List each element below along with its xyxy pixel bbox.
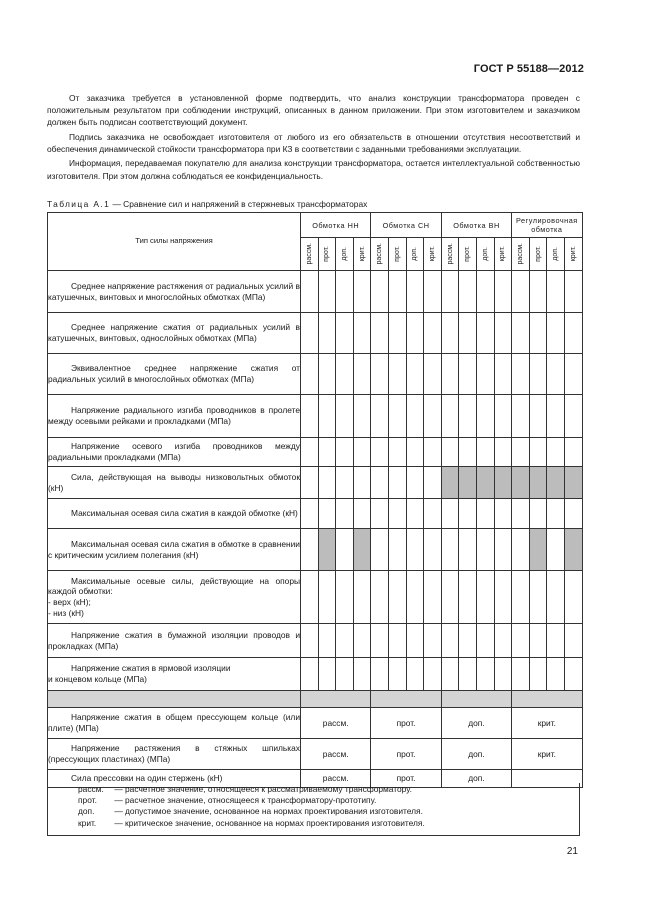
value-cell xyxy=(512,395,530,438)
value-cell xyxy=(424,658,442,691)
row-label-text: Среднее напряжение сжатия от радиальных усилий в катушечных, винтовых, однослойных обмотках (МПа) xyxy=(48,322,300,343)
value-cell xyxy=(301,467,319,499)
header-subcol xyxy=(547,238,565,271)
value-cell xyxy=(353,529,371,571)
row-label xyxy=(48,395,301,438)
header-subcol-label: доп. xyxy=(340,247,348,261)
note-row xyxy=(78,806,579,817)
value-cell xyxy=(406,499,424,529)
table-row xyxy=(48,271,583,313)
value-cell: рассм. xyxy=(301,770,371,788)
header-subcol xyxy=(494,238,512,271)
value-cell xyxy=(371,467,389,499)
header-subcol xyxy=(424,238,442,271)
value-cell xyxy=(564,467,582,499)
value-cell xyxy=(353,624,371,658)
value-cell xyxy=(564,624,582,658)
value-cell xyxy=(441,313,459,354)
value-cell xyxy=(564,499,582,529)
value-cell xyxy=(301,571,319,624)
table-caption xyxy=(47,199,367,209)
value-cell xyxy=(424,467,442,499)
header-subcol xyxy=(406,238,424,271)
value-cell xyxy=(353,467,371,499)
value-cell xyxy=(301,438,319,467)
value-cell xyxy=(353,395,371,438)
value-cell: доп. xyxy=(441,770,511,788)
header-subcol-label: доп. xyxy=(552,247,560,261)
value-cell xyxy=(424,354,442,395)
value-cell xyxy=(494,438,512,467)
value-cell xyxy=(529,529,547,571)
value-cell xyxy=(424,313,442,354)
value-cell xyxy=(441,395,459,438)
value-cell xyxy=(336,624,354,658)
value-cell xyxy=(336,658,354,691)
header-subcol-label: прот. xyxy=(534,246,542,262)
value-cell: доп. xyxy=(441,739,511,770)
value-cell xyxy=(371,658,389,691)
note-abbr: доп. xyxy=(78,806,95,817)
value-cell xyxy=(512,624,530,658)
note-row xyxy=(78,784,579,795)
value-cell xyxy=(353,571,371,624)
row-label xyxy=(48,467,301,499)
intro-paragraph: Подпись заказчика не освобождает изготовителя от любого из его обязательств в отношении отсутствия несоответствий и обеспечения динамической стойкости трансформатора при КЗ в соответствии с заданными требованиями эксплуатации. xyxy=(47,131,580,154)
value-cell xyxy=(441,271,459,313)
row-label xyxy=(48,499,301,529)
value-cell xyxy=(371,271,389,313)
value-cell xyxy=(388,467,406,499)
value-cell xyxy=(336,467,354,499)
value-cell xyxy=(301,313,319,354)
table-row xyxy=(48,467,583,499)
value-cell xyxy=(494,624,512,658)
value-cell xyxy=(476,354,494,395)
note-abbr: прот. xyxy=(78,795,97,806)
header-subcol xyxy=(476,238,494,271)
table-row xyxy=(48,529,583,571)
value-cell xyxy=(459,571,477,624)
header-group: Регулировочная обмотка xyxy=(512,213,582,238)
value-cell xyxy=(371,313,389,354)
page-number: 21 xyxy=(566,846,578,857)
table-row xyxy=(48,499,583,529)
note-row xyxy=(78,818,579,829)
value-cell xyxy=(371,499,389,529)
value-cell xyxy=(459,624,477,658)
value-cell xyxy=(547,271,565,313)
row-label xyxy=(48,658,301,691)
header-group: Обмотка ВН xyxy=(441,213,511,238)
row-label-text: Максимальные осевые силы, действующие на опоры каждой обмотки: - верх (кН); - низ (кН) xyxy=(48,575,300,618)
header-subcol-label: рассм. xyxy=(516,243,524,265)
row-label-text: Эквивалентное среднее напряжение сжатия от радиальных усилий в многослойных обмотках (МПа) xyxy=(48,363,300,384)
value-cell xyxy=(476,395,494,438)
row-label-text: Напряжение растяжения в стяжных шпильках (прессующих пластинах) (МПа) xyxy=(48,743,300,764)
row-label xyxy=(48,354,301,395)
value-cell: прот. xyxy=(371,739,441,770)
row-label-text: Напряжение радиального изгиба проводников в пролете между осевыми рейками и прокладками (МПа) xyxy=(48,405,300,426)
table-row xyxy=(48,739,583,770)
value-cell xyxy=(459,438,477,467)
value-cell xyxy=(301,395,319,438)
value-cell xyxy=(301,658,319,691)
comparison-table xyxy=(47,212,583,788)
value-cell xyxy=(564,271,582,313)
value-cell xyxy=(512,467,530,499)
header-subcol-label: прот. xyxy=(323,246,331,262)
value-cell xyxy=(301,271,319,313)
header-subcol-label: доп. xyxy=(481,247,489,261)
separator-cell xyxy=(301,691,371,708)
value-cell xyxy=(318,271,336,313)
value-cell xyxy=(512,529,530,571)
value-cell xyxy=(406,271,424,313)
header-group: Обмотка НН xyxy=(301,213,371,238)
value-cell xyxy=(406,571,424,624)
separator-cell xyxy=(371,691,441,708)
value-cell xyxy=(512,271,530,313)
value-cell xyxy=(547,467,565,499)
table-caption-lead: Таблица А.1 xyxy=(47,199,111,209)
value-cell xyxy=(547,499,565,529)
value-cell xyxy=(406,624,424,658)
value-cell xyxy=(318,529,336,571)
value-cell xyxy=(547,313,565,354)
value-cell xyxy=(494,499,512,529)
value-cell xyxy=(406,354,424,395)
intro-paragraph: Информация, передаваемая покупателю для анализа конструкции трансформатора, остается интеллектуальной собственностью изготовителя. При этом должна соблюдаться ее конфиденциальность. xyxy=(47,158,580,181)
value-cell xyxy=(459,499,477,529)
value-cell xyxy=(494,571,512,624)
value-cell: прот. xyxy=(371,708,441,739)
value-cell xyxy=(529,624,547,658)
value-cell xyxy=(441,624,459,658)
value-cell: доп. xyxy=(441,708,511,739)
value-cell xyxy=(547,658,565,691)
value-cell xyxy=(301,354,319,395)
value-cell: рассм. xyxy=(301,739,371,770)
row-label xyxy=(48,571,301,624)
value-cell xyxy=(388,271,406,313)
row-label-text: Максимальная осевая сила сжатия в каждой обмотке (кН) xyxy=(71,508,298,519)
separator-row xyxy=(48,691,583,708)
separator-cell xyxy=(441,691,511,708)
value-cell xyxy=(512,658,530,691)
value-cell xyxy=(529,395,547,438)
value-cell xyxy=(564,313,582,354)
value-cell xyxy=(336,354,354,395)
value-cell xyxy=(406,438,424,467)
note-abbr: крит. xyxy=(78,817,97,828)
value-cell xyxy=(529,499,547,529)
value-cell xyxy=(336,529,354,571)
value-cell xyxy=(406,395,424,438)
row-label xyxy=(48,438,301,467)
header-subcol-label: крит. xyxy=(569,246,577,262)
value-cell xyxy=(388,499,406,529)
table-caption-text: — Сравнение сил и напряжений в стержневых трансформаторах xyxy=(110,199,368,209)
table-row xyxy=(48,438,583,467)
value-cell xyxy=(318,395,336,438)
value-cell xyxy=(459,658,477,691)
row-label-text: Напряжение сжатия в общем прессующем кольце (или плите) (МПа) xyxy=(48,712,300,733)
value-cell xyxy=(424,395,442,438)
value-cell xyxy=(336,313,354,354)
intro-text xyxy=(47,92,580,184)
row-label-text: Напряжение сжатия в бумажной изоляции проводов и прокладках (МПа) xyxy=(48,629,300,651)
value-cell xyxy=(406,658,424,691)
value-cell xyxy=(547,438,565,467)
table-row xyxy=(48,354,583,395)
value-cell: крит. xyxy=(512,739,582,770)
header-subcol xyxy=(529,238,547,271)
value-cell xyxy=(424,529,442,571)
value-cell xyxy=(388,354,406,395)
separator-cell xyxy=(48,691,301,708)
value-cell xyxy=(353,271,371,313)
value-cell xyxy=(441,354,459,395)
value-cell xyxy=(547,354,565,395)
row-label xyxy=(48,529,301,571)
value-cell xyxy=(441,571,459,624)
value-cell xyxy=(388,529,406,571)
value-cell xyxy=(441,658,459,691)
value-cell xyxy=(494,313,512,354)
value-cell xyxy=(388,571,406,624)
header-subcol xyxy=(512,238,530,271)
note-text: — расчетное значение, относящееся к трансформатору-прототипу. xyxy=(112,795,377,806)
header-subcol xyxy=(371,238,389,271)
table-notes xyxy=(47,783,580,836)
value-cell xyxy=(388,624,406,658)
row-label-text: Сила прессовки на один стержень (кН) xyxy=(71,773,223,784)
value-cell xyxy=(529,313,547,354)
value-cell xyxy=(441,529,459,571)
value-cell xyxy=(512,438,530,467)
value-cell xyxy=(424,571,442,624)
value-cell xyxy=(459,313,477,354)
value-cell xyxy=(318,438,336,467)
header-subcol-label: рассм. xyxy=(305,243,313,265)
value-cell xyxy=(441,438,459,467)
value-cell xyxy=(388,438,406,467)
row-label xyxy=(48,624,301,658)
header-subcol xyxy=(318,238,336,271)
value-cell xyxy=(424,499,442,529)
value-cell xyxy=(336,499,354,529)
value-cell xyxy=(564,438,582,467)
value-cell xyxy=(459,467,477,499)
row-label-text: Сила, действующая на выводы низковольтных обмоток (кН) xyxy=(48,471,300,493)
header-subcol xyxy=(441,238,459,271)
value-cell xyxy=(459,271,477,313)
value-cell xyxy=(318,499,336,529)
value-cell xyxy=(388,395,406,438)
value-cell xyxy=(424,624,442,658)
value-cell xyxy=(353,658,371,691)
note-abbr: рассм. xyxy=(78,784,104,794)
header-subcol xyxy=(301,238,319,271)
value-cell xyxy=(371,529,389,571)
value-cell xyxy=(353,354,371,395)
value-cell xyxy=(512,499,530,529)
value-cell xyxy=(476,624,494,658)
table-row xyxy=(48,658,583,691)
value-cell xyxy=(494,658,512,691)
value-cell xyxy=(388,658,406,691)
value-cell xyxy=(564,658,582,691)
value-cell xyxy=(459,395,477,438)
header-subcol-label: доп. xyxy=(411,247,419,261)
value-cell xyxy=(318,571,336,624)
header-subcol-label: крит. xyxy=(499,246,507,262)
value-cell xyxy=(476,571,494,624)
value-cell xyxy=(336,571,354,624)
value-cell xyxy=(459,529,477,571)
table-row xyxy=(48,708,583,739)
value-cell: рассм. xyxy=(301,708,371,739)
header-type: Тип силы напряжения xyxy=(48,213,301,271)
value-cell xyxy=(371,354,389,395)
value-cell xyxy=(301,529,319,571)
value-cell xyxy=(547,571,565,624)
value-cell xyxy=(476,467,494,499)
value-cell xyxy=(318,313,336,354)
value-cell: прот. xyxy=(371,770,441,788)
value-cell xyxy=(512,354,530,395)
value-cell xyxy=(529,271,547,313)
row-label-text: Среднее напряжение растяжения от радиальных усилий в катушечных, винтовых и многослойных обмотках (МПа) xyxy=(48,280,300,302)
value-cell xyxy=(441,467,459,499)
row-label-text: Напряжение сжатия в ярмовой изоляции и концевом кольце (МПа) xyxy=(48,663,231,684)
value-cell xyxy=(529,658,547,691)
value-cell xyxy=(459,354,477,395)
row-label xyxy=(48,739,301,770)
value-cell xyxy=(529,438,547,467)
value-cell xyxy=(318,467,336,499)
value-cell xyxy=(336,438,354,467)
note-row xyxy=(78,795,579,806)
table-row xyxy=(48,313,583,354)
table-row xyxy=(48,395,583,438)
value-cell xyxy=(494,271,512,313)
value-cell xyxy=(494,354,512,395)
value-cell xyxy=(512,313,530,354)
value-cell: крит. xyxy=(512,708,582,739)
value-cell xyxy=(476,499,494,529)
value-cell xyxy=(476,438,494,467)
header-subcol-label: рассм. xyxy=(376,243,384,265)
value-cell xyxy=(547,624,565,658)
header-subcol-label: крит. xyxy=(428,246,436,262)
standard-code: ГОСТ Р 55188—2012 xyxy=(473,63,584,75)
header-subcol xyxy=(564,238,582,271)
header-subcol xyxy=(336,238,354,271)
value-cell xyxy=(336,271,354,313)
value-cell xyxy=(301,499,319,529)
header-subcol-label: прот. xyxy=(464,246,472,262)
value-cell xyxy=(476,529,494,571)
value-cell xyxy=(529,467,547,499)
note-text: — допустимое значение, основанное на нормах проектирования изготовителя. xyxy=(112,806,423,817)
value-cell xyxy=(353,499,371,529)
header-subcol-label: рассм. xyxy=(446,243,454,265)
row-label xyxy=(48,313,301,354)
table-row xyxy=(48,624,583,658)
value-cell xyxy=(529,571,547,624)
separator-cell xyxy=(512,691,582,708)
value-cell xyxy=(494,395,512,438)
intro-paragraph: От заказчика требуется в установленной форме подтвердить, что анализ конструкции трансформатора проведен с положительным результатом при соблюдении инструкций, описанных в данном приложении. При этом изготовителем и заказчиком должен быть подписан соответствующий документ. xyxy=(47,93,580,128)
header-subcol-label: прот. xyxy=(393,246,401,262)
value-cell xyxy=(529,354,547,395)
value-cell xyxy=(318,354,336,395)
value-cell xyxy=(371,438,389,467)
value-cell xyxy=(424,271,442,313)
value-cell xyxy=(371,624,389,658)
value-cell xyxy=(406,529,424,571)
note-text: — расчетное значение, относящееся к рассматриваемому трансформатору. xyxy=(112,784,412,794)
value-cell xyxy=(353,438,371,467)
value-cell xyxy=(476,271,494,313)
value-cell xyxy=(512,571,530,624)
value-cell xyxy=(441,499,459,529)
row-label xyxy=(48,708,301,739)
value-cell xyxy=(494,467,512,499)
value-cell xyxy=(371,571,389,624)
value-cell xyxy=(494,529,512,571)
value-cell xyxy=(564,571,582,624)
row-label-text: Максимальная осевая сила сжатия в обмотке в сравнении с критическим усилием полегания (кН) xyxy=(48,538,300,560)
header-subcol-label: крит. xyxy=(358,246,366,262)
value-cell xyxy=(336,395,354,438)
row-label-text: Напряжение осевого изгиба проводников между радиальными прокладками (МПа) xyxy=(48,441,300,462)
value-cell xyxy=(353,313,371,354)
value-cell xyxy=(547,395,565,438)
value-cell xyxy=(476,658,494,691)
value-cell xyxy=(406,313,424,354)
header-subcol xyxy=(353,238,371,271)
value-cell xyxy=(564,354,582,395)
row-label xyxy=(48,271,301,313)
value-cell xyxy=(318,624,336,658)
value-cell xyxy=(547,529,565,571)
value-cell xyxy=(406,467,424,499)
value-cell xyxy=(564,529,582,571)
value-cell xyxy=(564,395,582,438)
value-cell xyxy=(476,313,494,354)
value-cell xyxy=(424,438,442,467)
value-cell xyxy=(301,624,319,658)
header-group: Обмотка СН xyxy=(371,213,441,238)
header-subcol xyxy=(459,238,477,271)
value-cell xyxy=(318,658,336,691)
value-cell xyxy=(371,395,389,438)
value-cell xyxy=(388,313,406,354)
note-text: — критическое значение, основанное на нормах проектирования изготовителя. xyxy=(112,817,425,828)
table-row xyxy=(48,571,583,624)
header-subcol xyxy=(388,238,406,271)
